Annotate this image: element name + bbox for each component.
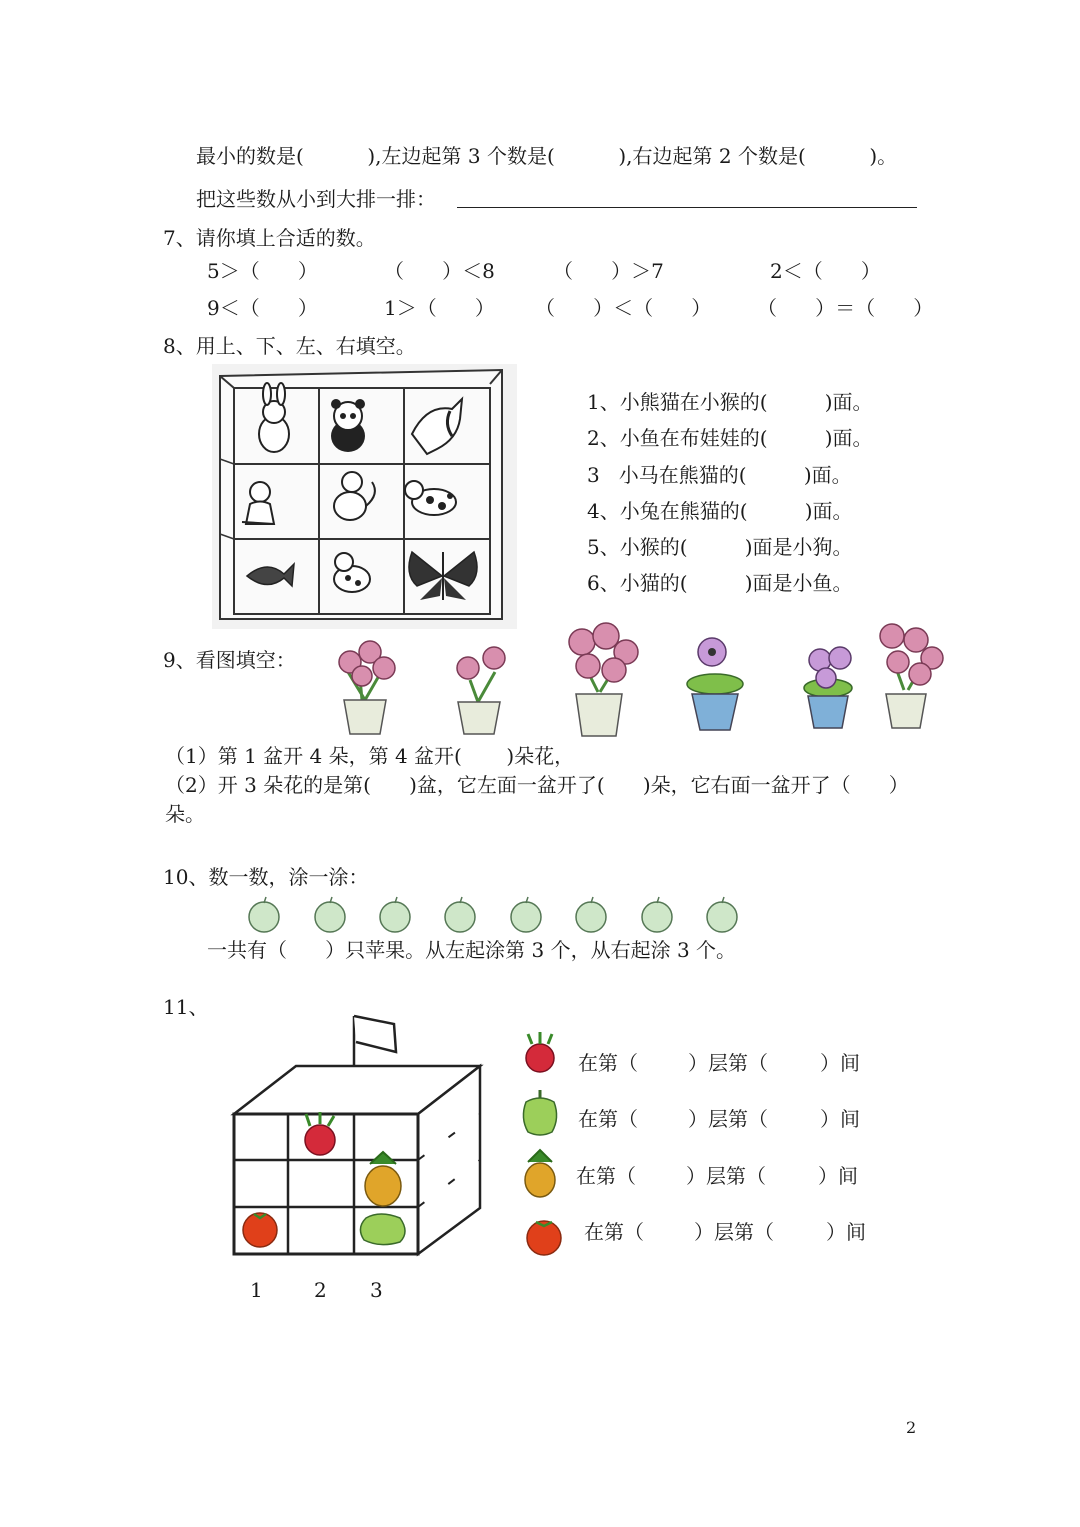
q10-title: 10、数一数，涂一涂： bbox=[163, 865, 369, 889]
q11-col-2: 2 bbox=[314, 1278, 327, 1302]
pepper-icon bbox=[360, 1214, 405, 1245]
fruit-cabinet-illustration bbox=[230, 1010, 520, 1260]
q7-title: 7、请你填上合适的数。 bbox=[163, 226, 376, 250]
q8-item-6[interactable]: 6、小猫的( )面是小鱼。 bbox=[587, 571, 853, 595]
q9-line1[interactable]: （1）第 1 盆开 4 朵，第 4 盆开( )朵花， bbox=[165, 744, 575, 768]
flower-pot-4-icon bbox=[687, 638, 743, 730]
q11-row-3-post[interactable]: ）间 bbox=[818, 1164, 858, 1188]
apples-row bbox=[240, 897, 750, 937]
q11-row-2-post[interactable]: ）间 bbox=[820, 1107, 860, 1131]
apple-icon bbox=[249, 897, 279, 932]
pepper-legend-icon bbox=[518, 1090, 562, 1140]
flower-pot-2-icon bbox=[457, 647, 505, 734]
q11-row-3-pre: 在第（ bbox=[576, 1164, 636, 1188]
q8-item-3[interactable]: 3 小马在熊猫的( )面。 bbox=[587, 463, 852, 487]
flower-pot-6-icon bbox=[880, 624, 943, 728]
q11-row-1-pre: 在第（ bbox=[578, 1051, 638, 1075]
q8-item-1[interactable]: 1、小熊猫在小猴的( )面。 bbox=[587, 390, 873, 414]
apple-icon bbox=[380, 897, 410, 932]
page-number: 2 bbox=[906, 1418, 917, 1437]
q8-item-5[interactable]: 5、小猴的( )面是小狗。 bbox=[587, 535, 853, 559]
q7-r1-1[interactable]: 5＞（ ） bbox=[207, 259, 318, 283]
q11-row-1-mid[interactable]: ）层第（ bbox=[688, 1051, 768, 1075]
q11-row-3-mid[interactable]: ）层第（ bbox=[686, 1164, 766, 1188]
q6-line1: 最小的数是( ),左边起第 3 个数是( ),右边起第 2 个数是( )。 bbox=[196, 144, 898, 168]
apple-icon bbox=[511, 897, 541, 932]
q11-row-4-mid[interactable]: ）层第（ bbox=[694, 1220, 774, 1244]
q11-row-1-post[interactable]: ）间 bbox=[820, 1051, 860, 1075]
flower-pots-illustration bbox=[320, 622, 950, 742]
apple-icon bbox=[707, 897, 737, 932]
q7-r2-2[interactable]: 1＞（ ） bbox=[384, 296, 495, 320]
q6-line2: 把这些数从小到大排一排： bbox=[196, 187, 436, 211]
q9-line3: 朵。 bbox=[165, 802, 205, 826]
q11-row-4-post[interactable]: ）间 bbox=[826, 1220, 866, 1244]
animal-shelf-illustration bbox=[212, 364, 517, 629]
radish-legend-icon bbox=[518, 1032, 562, 1076]
q11-row-4-pre: 在第（ bbox=[584, 1220, 644, 1244]
apple-icon bbox=[315, 897, 345, 932]
q10-line[interactable]: 一共有（ ）只苹果。从左起涂第 3 个，从右起涂 3 个。 bbox=[207, 938, 737, 962]
q8-item-4[interactable]: 4、小兔在熊猫的( )面。 bbox=[587, 499, 853, 523]
q11-col-3: 3 bbox=[370, 1278, 383, 1302]
q11-col-1: 1 bbox=[250, 1278, 263, 1302]
q7-r1-3[interactable]: （ ）＞7 bbox=[553, 259, 664, 283]
q7-r2-3[interactable]: （ ）＜（ ） bbox=[535, 296, 712, 320]
apple-icon bbox=[642, 897, 672, 932]
q7-r2-4[interactable]: （ ）＝（ ） bbox=[757, 296, 934, 320]
q6-answer-line[interactable] bbox=[457, 207, 917, 208]
flower-pot-5-icon bbox=[804, 647, 852, 728]
q9-line2[interactable]: （2）开 3 朵花的是第( )盆，它左面一盆开了( )朵，它右面一盆开了（ ） bbox=[165, 773, 909, 797]
apple-icon bbox=[445, 897, 475, 932]
q7-r1-4[interactable]: 2＜（ ） bbox=[770, 259, 881, 283]
flower-pot-3-icon bbox=[569, 623, 638, 736]
panda-icon bbox=[331, 399, 365, 452]
q8-item-2[interactable]: 2、小鱼在布娃娃的( )面。 bbox=[587, 426, 873, 450]
q11-title: 11、 bbox=[163, 995, 209, 1019]
pineapple-legend-icon bbox=[520, 1148, 560, 1198]
apple-icon bbox=[576, 897, 606, 932]
q8-title: 8、用上、下、左、右填空。 bbox=[163, 334, 416, 358]
flag-icon bbox=[354, 1016, 396, 1052]
q9-title: 9、看图填空： bbox=[163, 648, 296, 672]
q7-r1-2[interactable]: （ ）＜8 bbox=[384, 259, 495, 283]
q7-r2-1[interactable]: 9＜（ ） bbox=[207, 296, 318, 320]
q11-row-2-pre: 在第（ bbox=[578, 1107, 638, 1131]
flower-pot-1-icon bbox=[339, 641, 395, 734]
q11-row-2-mid[interactable]: ）层第（ bbox=[688, 1107, 768, 1131]
tomato-icon bbox=[243, 1213, 277, 1247]
tomato-legend-icon bbox=[522, 1214, 566, 1258]
